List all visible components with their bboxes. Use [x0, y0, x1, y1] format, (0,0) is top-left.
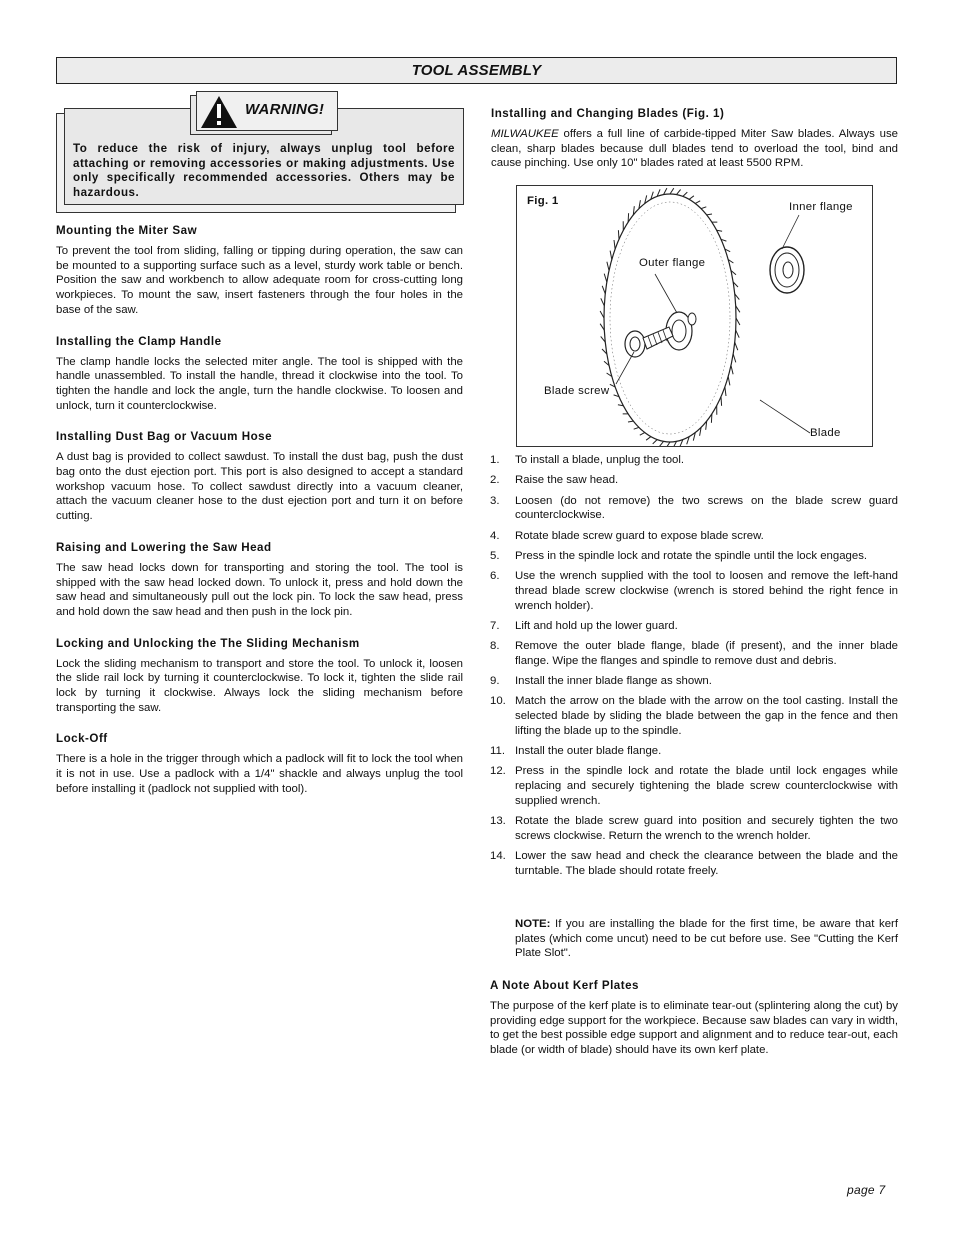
warning-tab — [196, 91, 338, 131]
section-title: TOOL ASSEMBLY — [411, 62, 542, 79]
list-item: 6. Use the wrench supplied with the tool to loosen and remove the left-hand thread blade screw clockwise (wrench is stored behind the right fence in wrench holder). — [490, 570, 898, 612]
warning-box — [56, 91, 464, 214]
section-sliding-mechanism — [56, 637, 463, 716]
section-heading: Installing Dust Bag or Vacuum Hose — [56, 430, 273, 444]
list-item: 13. Rotate the blade screw guard into position and securely tighten the two screws clockwise. Return the wrench to the wrench holder. — [490, 815, 898, 842]
list-item: 5. Press in the spindle lock and rotate the spindle until the lock engages. — [490, 549, 868, 562]
left-column — [56, 224, 463, 814]
list-item: 9. Install the inner blade flange as shown. — [490, 675, 712, 688]
label-outer-flange: Outer flange — [639, 257, 706, 269]
label-blade: Blade — [810, 427, 841, 439]
section-body: The saw head locks down for transporting and storing the tool. The tool is shipped with the saw head locked down. To unlock it, press and hold down the saw head and simultaneously pull out the lock pin. To lock the saw head, press and hold down the saw head and then push in the lock pin. — [56, 561, 463, 618]
section-heading: Mounting the Miter Saw — [56, 224, 198, 237]
inner-flange-icon — [770, 247, 804, 293]
note-paragraph — [515, 917, 898, 961]
warning-text: To reduce the risk of injury, always unplug tool before attaching or removing accessories or making adjustments. Use only specifically recommended accessories. Others may be hazardous. — [73, 142, 455, 199]
label-blade-screw: Blade screw — [544, 385, 610, 397]
section-heading: Installing the Clamp Handle — [56, 334, 222, 348]
section-heading: A Note About Kerf Plates — [490, 979, 639, 992]
section-heading: Installing and Changing Blades (Fig. 1) — [491, 107, 725, 120]
blades-intro — [491, 107, 898, 171]
blade-install-steps — [490, 453, 898, 884]
list-item: 12. Press in the spindle lock and rotate the blade until lock engages while replacing and securely tightening the blade screw counterclockwise with supplied wrench. — [490, 765, 898, 807]
section-body: The purpose of the kerf plate is to eliminate tear-out (splintering along the cut) by providing edge support for the workpiece. Because saw blades can vary in width, to get the best possible edge support and alignment and to reduce tear-out, each blade (or width of blade) should have its own kerf plate. — [490, 1000, 898, 1057]
section-saw-head — [56, 541, 463, 620]
section-body: There is a hole in the trigger through which a padlock will fit to lock the tool when it is not in use. Use a padlock with a 1/4" shackle and always unplug the tool before installing it (padlock not supplied with tool). — [56, 753, 463, 795]
note-label: NOTE: — [515, 918, 551, 930]
list-item: 10. Match the arrow on the blade with the arrow on the tool casting. Install the selected blade by sliding the blade between the gap in the fence and then lifting the blade up to the spindle. — [490, 695, 898, 737]
section-header — [56, 57, 897, 84]
list-item: 7. Lift and hold up the lower guard. — [490, 619, 678, 632]
section-body: The clamp handle locks the selected miter angle. The tool is shipped with the handle unassembled. To install the handle, thread it clockwise into the tool. To tighten the handle and lock the angle, turn the handle clockwise. To loosen and unlock, turn it counterclockwise. — [56, 355, 463, 412]
brand-name: MILWAUKEE — [491, 128, 559, 140]
label-inner-flange: Inner flange — [789, 201, 853, 213]
note-text: If you are installing the blade for the first time, be aware that kerf plates (which come uncut) need to be cut before use. See "Cutting the Kerf Plate Slot". — [515, 918, 898, 960]
list-item: 3. Loosen (do not remove) the two screws on the blade screw guard counterclockwise. — [490, 494, 898, 522]
list-item: 1. To install a blade, unplug the tool. — [490, 454, 685, 466]
warning-label: WARNING! — [245, 101, 325, 118]
list-item: 2. Raise the saw head. — [490, 474, 619, 487]
section-mounting — [56, 224, 463, 318]
section-heading: Lock-Off — [56, 732, 108, 746]
section-kerf-plates — [490, 979, 898, 1058]
list-item: 4. Rotate blade screw guard to expose blade screw. — [490, 529, 764, 542]
list-item: 8. Remove the outer blade flange, blade (if present), and the inner blade flange. Wipe the flanges and spindle to remove dust and debris. — [490, 640, 898, 667]
list-item: 11. Install the outer blade flange. — [490, 745, 662, 758]
section-heading: Locking and Unlocking the The Sliding Mechanism — [56, 636, 360, 650]
figure-title: Fig. 1 — [527, 195, 559, 207]
figure-1 — [516, 185, 873, 447]
blade-assembly-illustration — [517, 186, 872, 446]
list-item: 14. Lower the saw head and check the clearance between the blade and the turntable. The blade should rotate freely. — [490, 850, 898, 877]
blades-intro-text: offers a full line of carbide-tipped Miter Saw blades. Always use clean, sharp blades because dull blades tend to overload the tool, bind and cause pinching. Use only 10" blades rated at least 5500 RPM. — [491, 128, 898, 170]
section-heading: Raising and Lowering the Saw Head — [56, 540, 272, 554]
section-body: A dust bag is provided to collect sawdust. To install the dust bag, push the dust bag onto the dust ejection port. This port is also designed to accept a standard workshop vacuum hose. To collect sawdust directly into a vacuum cleaner, attach the vacuum cleaner hose to the dust ejection port and turn it on before cutting. — [56, 451, 463, 523]
section-body: To prevent the tool from sliding, falling or tipping during operation, the saw can be mounted to a supporting surface such as a level, sturdy work table or bench. Position the saw and workbench to allow adequate room for cross-cutting long workpieces. To mount the saw, insert fasteners through the four holes in the base of the saw. — [56, 245, 463, 316]
warning-triangle-icon — [200, 95, 238, 129]
section-dust-bag — [56, 430, 463, 524]
section-body — [491, 127, 898, 171]
section-lock-off — [56, 732, 463, 796]
page-number: page 7 — [847, 1183, 886, 1197]
section-clamp-handle — [56, 335, 463, 414]
section-body: Lock the sliding mechanism to transport and store the tool. To unlock it, loosen the slide rail lock by turning it counterclockwise. To lock it, tighten the slide rail lock by turning it clockwise. Always lock the sliding mechanism before transporting the saw. — [56, 657, 463, 714]
